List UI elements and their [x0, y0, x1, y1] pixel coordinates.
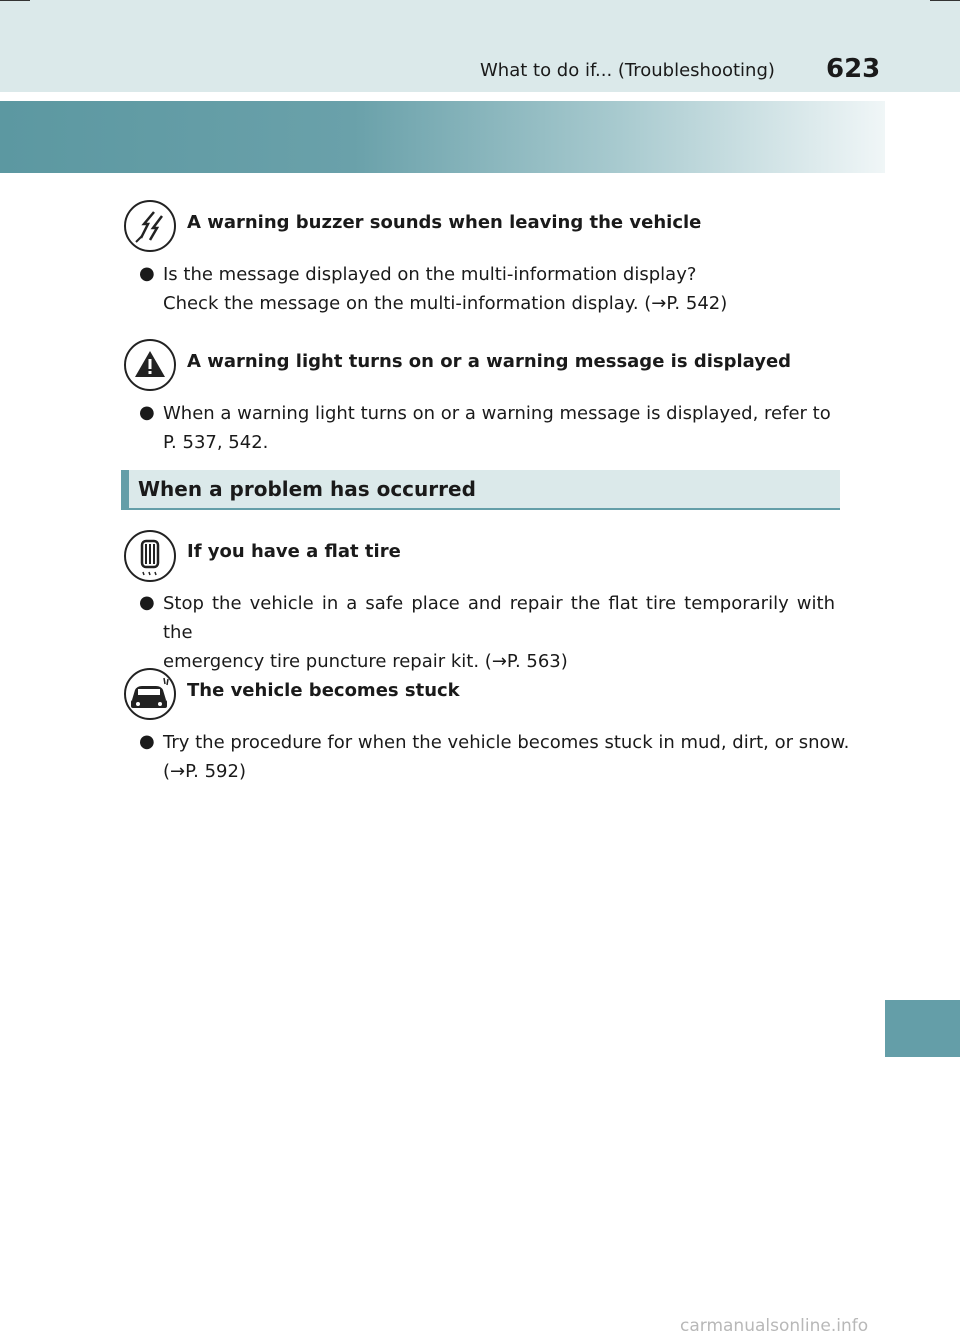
section-heading-stuck: The vehicle becomes stuck: [187, 680, 460, 701]
section-body-warning: [163, 399, 831, 457]
watermark: carmanualsonline.info: [680, 1316, 869, 1336]
bullet: ●: [139, 731, 155, 752]
warning-triangle-icon: [124, 339, 176, 391]
bullet: ●: [139, 402, 155, 423]
box-heading: [121, 470, 840, 510]
body-line: (→P. 592): [163, 761, 246, 782]
body-line: emergency tire puncture repair kit. (→P. 563): [163, 651, 568, 672]
section-body-flat-tire: [163, 589, 835, 676]
body-line: When a warning light turns on or a warning message is displayed, refer to: [163, 403, 831, 424]
flat-tire-icon: [124, 530, 176, 582]
buzzer-icon: [124, 200, 176, 252]
section-heading-buzzer: A warning buzzer sounds when leaving the vehicle: [187, 212, 702, 233]
box-heading-label: When a problem has occurred: [138, 477, 476, 501]
body-line: Stop the vehicle in a safe place and repair the flat tire temporarily with the: [163, 593, 835, 643]
section-heading-warning: A warning light turns on or a warning message is displayed: [187, 351, 792, 372]
crop-mark-left: [0, 0, 30, 1]
box-heading-accent: [121, 470, 129, 508]
section-body-stuck: [163, 728, 849, 786]
bullet: ●: [139, 592, 155, 613]
body-line: Is the message displayed on the multi-information display?: [163, 264, 697, 285]
section-heading-flat-tire: If you have a flat tire: [187, 541, 401, 562]
section-side-tab: [885, 1000, 960, 1057]
bullet: ●: [139, 263, 155, 284]
section-body-buzzer: [163, 260, 727, 318]
header-band: [0, 101, 885, 173]
header-title: What to do if... (Troubleshooting): [480, 60, 775, 81]
page-number: 623: [826, 54, 881, 84]
stuck-car-icon: [124, 668, 176, 720]
body-line: Check the message on the multi-information display. (→P. 542): [163, 293, 728, 314]
body-line: Try the procedure for when the vehicle becomes stuck in mud, dirt, or snow.: [163, 732, 850, 753]
body-line: P. 537, 542.: [163, 432, 269, 453]
crop-mark-right: [930, 0, 960, 1]
